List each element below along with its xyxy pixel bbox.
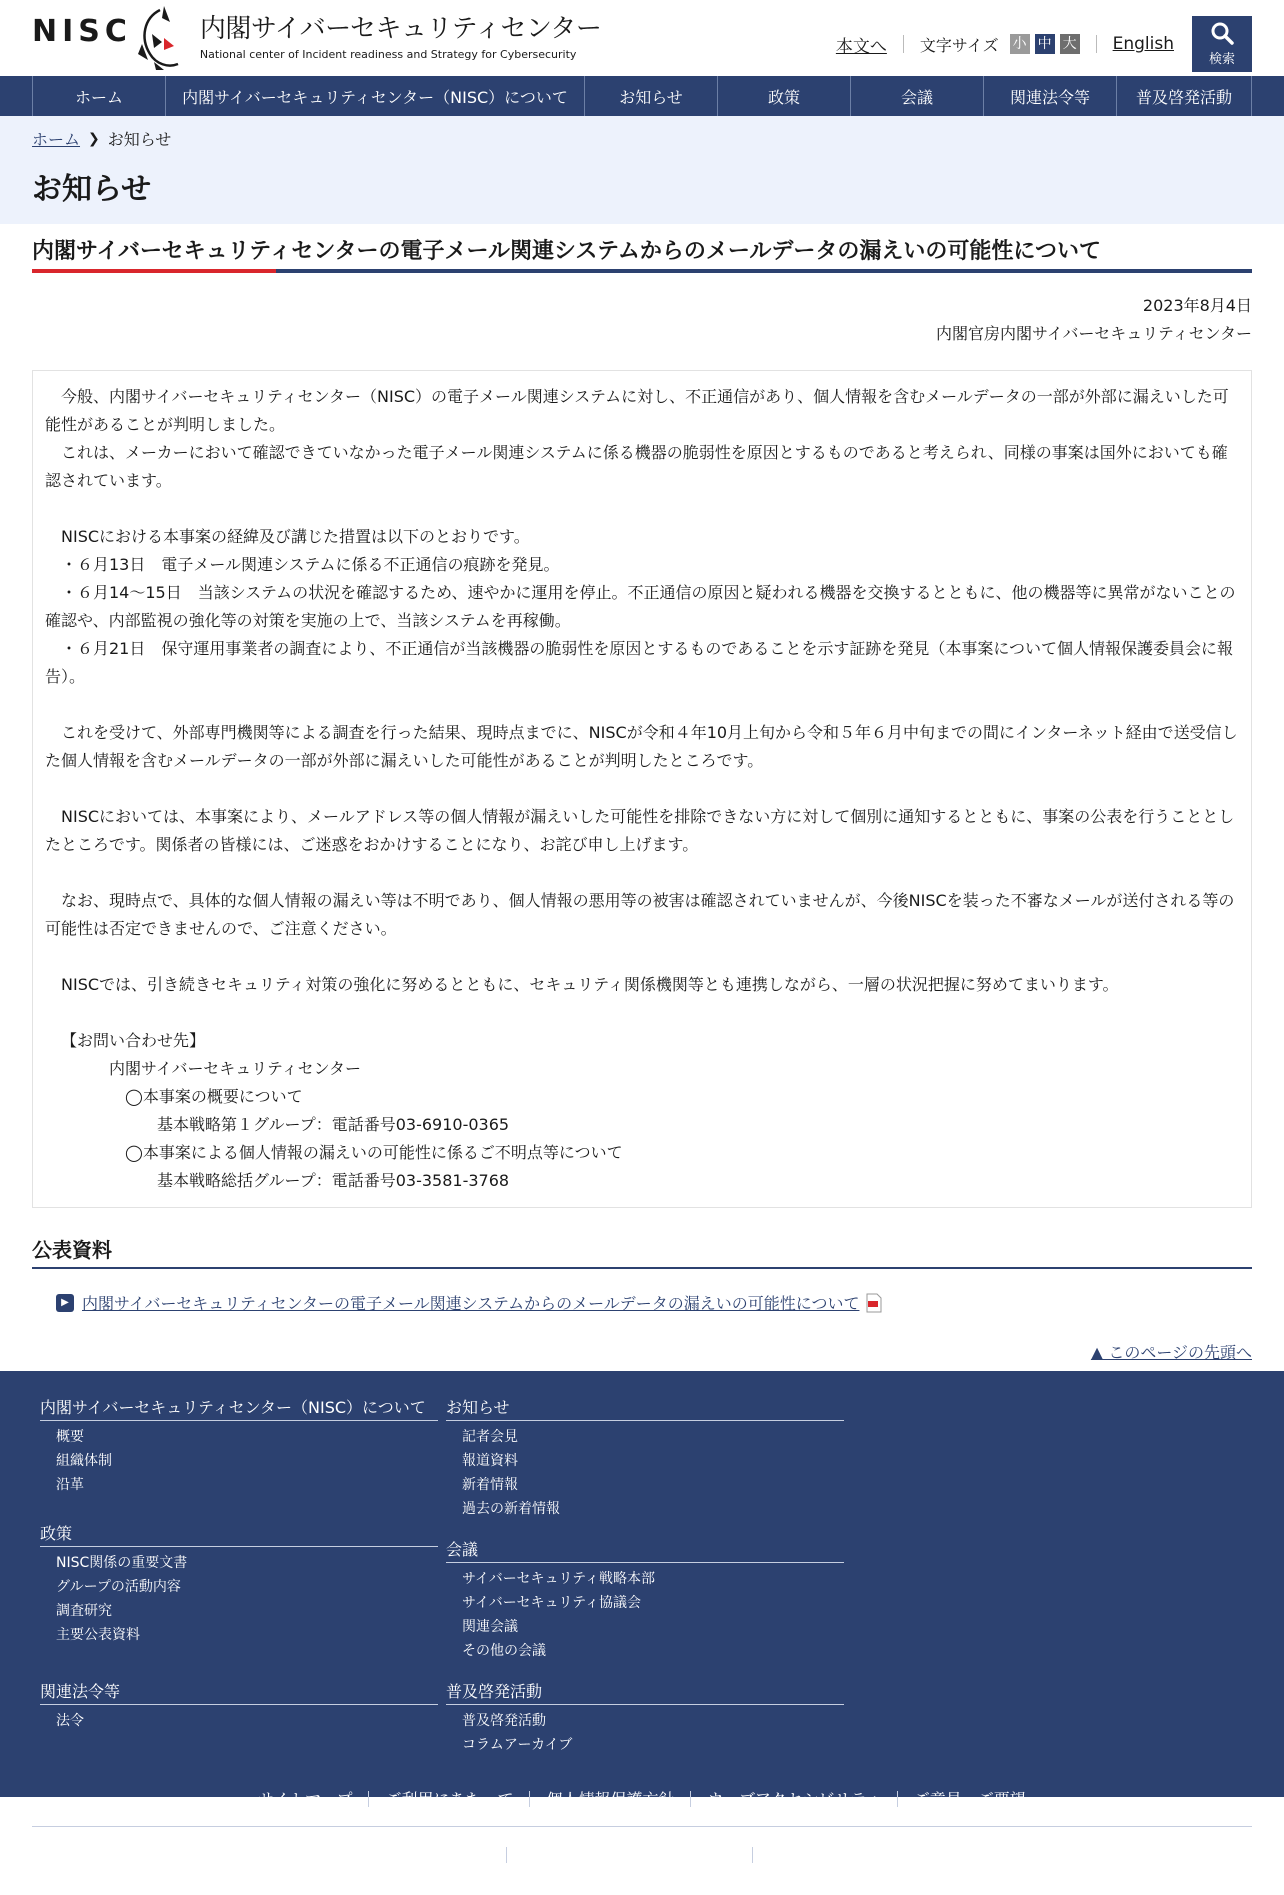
footer-address-center: 内閣サイバーセキュリティセンター [519, 1848, 740, 1864]
body-paragraph: これを受けて、外部専門機関等による調査を行った結果、現時点までに、NISCが令和４年10月上旬から令和５年６月中旬までの間にインターネット経由で送受信した個人情報を含むメールデータの一部が外部に漏えいした可能性があることが判明したところです。 [45, 723, 1238, 770]
footer-divider [32, 1826, 1252, 1827]
site-logo[interactable] [32, 4, 601, 72]
contact-detail: 基本戦略総括グループ：電話番号03-3581-3768 [157, 1171, 510, 1190]
font-size-label: 文字サイズ [919, 35, 999, 55]
public-material-link[interactable]: 内閣サイバーセキュリティセンターの電子メール関連システムからのメールデータの漏えいの可能性について [82, 1294, 860, 1313]
footer-column-title[interactable]: 内閣サイバーセキュリティセンター（NISC）について [40, 1395, 438, 1421]
footer-link[interactable]: NISC関係の重要文書 [56, 1555, 188, 1571]
breadcrumb-home-link[interactable]: ホーム [32, 130, 81, 149]
copyright: ©National center of Incident readiness and Strategy for Cybersecurity. [394, 1879, 890, 1895]
footer-link[interactable]: 記者会見 [462, 1429, 518, 1445]
footer-link[interactable]: 普及啓発活動 [462, 1713, 546, 1729]
font-size-switcher [904, 33, 1096, 56]
accessibility-link[interactable]: ウェブアクセシビリティ [707, 1790, 881, 1809]
footer-column [40, 1521, 446, 1663]
footer-sitemap [40, 1395, 1244, 1757]
footer-link[interactable]: 組織体制 [56, 1453, 112, 1469]
global-nav [0, 76, 1284, 116]
footer-column-title[interactable]: お知らせ [446, 1395, 844, 1421]
footer-link[interactable]: 関連会議 [462, 1619, 518, 1635]
footer-column [446, 1679, 852, 1757]
body-paragraph: NISCにおける本事案の経緯及び講じた措置は以下のとおりです。 [45, 527, 530, 546]
terms-of-use-link[interactable]: ご利用にあたって [385, 1790, 514, 1809]
arrow-right-icon: ▶ [56, 1294, 74, 1312]
breadcrumb-current: お知らせ [107, 130, 172, 149]
font-size-large-button[interactable]: 大 [1060, 34, 1080, 54]
back-to-top-link[interactable]: ▲ このページの先頭へ [1090, 1343, 1252, 1362]
body-bullet: ・６月13日 電子メール関連システムに係る不正通信の痕跡を発見。 [61, 555, 560, 574]
utility-bar [820, 16, 1252, 72]
footer-column [40, 1679, 446, 1757]
footer-column [446, 1537, 852, 1663]
footer-link[interactable]: 法令 [56, 1713, 84, 1729]
contact-item: ◯本事案による個人情報の漏えいの可能性に係るご不明点等について [125, 1143, 623, 1162]
article-body [32, 370, 1252, 1208]
contact-heading: 【お問い合わせ先】 [61, 1031, 206, 1050]
font-size-medium-button[interactable]: 中 [1035, 34, 1055, 54]
site-header [0, 0, 1284, 76]
body-paragraph: NISCにおいては、本事案により、メールアドレス等の個人情報が漏えいした可能性を排除できない方に対して個別に通知するとともに、事案の公表を行うこととしたところです。関係者の皆様には、ご迷惑をおかけすることになり、お詫び申し上げます。 [45, 807, 1235, 854]
footer-utility-links [40, 1787, 1244, 1810]
footer-column [446, 1395, 852, 1521]
skip-to-content-link[interactable]: 本文へ [835, 36, 887, 57]
footer-link[interactable]: グループの活動内容 [56, 1579, 181, 1595]
contact-detail: 基本戦略第１グループ：電話番号03-6910-0365 [157, 1115, 510, 1134]
public-material-item [32, 1291, 1252, 1314]
feedback-link[interactable]: ご意見・ご要望 [913, 1790, 1026, 1809]
pdf-icon [865, 1293, 883, 1313]
footer-link[interactable]: 過去の新着情報 [462, 1501, 560, 1517]
sitemap-link[interactable]: サイトマップ [258, 1790, 353, 1809]
breadcrumb [32, 116, 1252, 150]
body-paragraph: NISCでは、引き続きセキュリティ対策の強化に努めるとともに、セキュリティ関係機関等とも連携しながら、一層の状況把握に努めてまいります。 [45, 975, 1119, 994]
nav-item-meetings[interactable]: 会議 [850, 76, 983, 116]
footer-link[interactable]: 報道資料 [462, 1453, 518, 1469]
nav-item-home[interactable]: ホーム [32, 76, 165, 116]
footer-address [40, 1845, 1244, 1865]
footer-column [40, 1395, 446, 1521]
public-materials-heading: 公表資料 [32, 1234, 1252, 1269]
logo-letters: NISC [32, 14, 132, 49]
font-size-small-button[interactable]: 小 [1010, 34, 1030, 54]
body-paragraph: なお、現時点で、具体的な個人情報の漏えい等は不明であり、個人情報の悪用等の被害は確認されていませんが、今後NISCを装った不審なメールが送付される等の可能性は否定できませんので、ご注意ください。 [45, 891, 1235, 938]
footer-link[interactable]: 沿革 [56, 1477, 84, 1493]
page-header-band [0, 116, 1284, 224]
logo-mark-icon [134, 4, 192, 72]
footer-link[interactable]: その他の会議 [462, 1643, 546, 1659]
search-button[interactable] [1192, 16, 1252, 72]
page-title: お知らせ [32, 172, 152, 207]
footer-link[interactable]: コラムアーカイブ [462, 1737, 573, 1753]
article-title: 内閣サイバーセキュリティセンターの電子メール関連システムからのメールデータの漏えいの可能性について [32, 239, 1101, 264]
privacy-policy-link[interactable]: 個人情報保護方針 [546, 1790, 675, 1809]
contact-item: ◯本事案の概要について [125, 1087, 303, 1106]
article-author: 内閣官房内閣サイバーセキュリティセンター [935, 324, 1252, 343]
footer-column-title[interactable]: 関連法令等 [40, 1679, 438, 1705]
footer-address-location: 〒100-0014 東京都千代田区永田町2-4-12 [764, 1848, 1046, 1864]
footer-link[interactable]: サイバーセキュリティ協議会 [462, 1595, 642, 1611]
footer-link[interactable]: サイバーセキュリティ戦略本部 [462, 1571, 656, 1587]
body-paragraph: 今般、内閣サイバーセキュリティセンター（NISC）の電子メール関連システムに対し、不正通信があり、個人情報を含むメールデータの一部が外部に漏えいした可能性があることが判明しました。 [45, 387, 1229, 434]
footer-column-title[interactable]: 普及啓発活動 [446, 1679, 844, 1705]
footer-link[interactable]: 新着情報 [462, 1477, 518, 1493]
site-name-jp: 内閣サイバーセキュリティセンター [199, 14, 602, 44]
footer-link[interactable]: 概要 [56, 1429, 84, 1445]
search-icon [1210, 21, 1234, 45]
footer-link[interactable]: 調査研究 [56, 1603, 112, 1619]
contact-org: 内閣サイバーセキュリティセンター [109, 1059, 362, 1078]
nav-item-news[interactable]: お知らせ [584, 76, 717, 116]
nav-item-about-nisc[interactable]: 内閣サイバーセキュリティセンター（NISC）について [165, 76, 584, 116]
footer-column-title[interactable]: 会議 [446, 1537, 844, 1563]
nav-item-policy[interactable]: 政策 [717, 76, 850, 116]
chevron-right-icon: ❯ [88, 130, 100, 147]
site-name-en: National center of Incident readiness and Strategy for Cybersecurity [199, 48, 577, 61]
footer-address-org: 内閣官房（法人番号3000012010001） [238, 1848, 495, 1864]
nav-item-awareness[interactable]: 普及啓発活動 [1116, 76, 1252, 116]
article-date: 2023年8月4日 [1142, 296, 1252, 315]
footer-column-title[interactable]: 政策 [40, 1521, 438, 1547]
footer-link[interactable]: 主要公表資料 [56, 1627, 140, 1643]
body-bullet: ・６月21日 保守運用事業者の調査により、不正通信が当該機器の脆弱性を原因とするものであることを示す証跡を発見（本事案について個人情報保護委員会に報告）。 [45, 639, 1234, 686]
article-meta [32, 292, 1252, 348]
site-footer [0, 1371, 1284, 1895]
english-link[interactable]: English [1112, 34, 1174, 54]
search-label: 検索 [1208, 52, 1235, 67]
body-bullet: ・６月14〜15日 当該システムの状況を確認するため、速やかに運用を停止。不正通信の原因と疑われる機器を交換するとともに、他の機器等に異常がないことの確認や、内部監視の強化等の対策を実施の上で、当該システムを再稼働。 [45, 583, 1236, 630]
article [0, 234, 1284, 1363]
body-paragraph: これは、メーカーにおいて確認できていなかった電子メール関連システムに係る機器の脆弱性を原因とするものであると考えられ、同様の事案は国外においても確認されています。 [45, 443, 1228, 490]
nav-item-laws[interactable]: 関連法令等 [983, 76, 1116, 116]
title-underline [32, 269, 1252, 273]
